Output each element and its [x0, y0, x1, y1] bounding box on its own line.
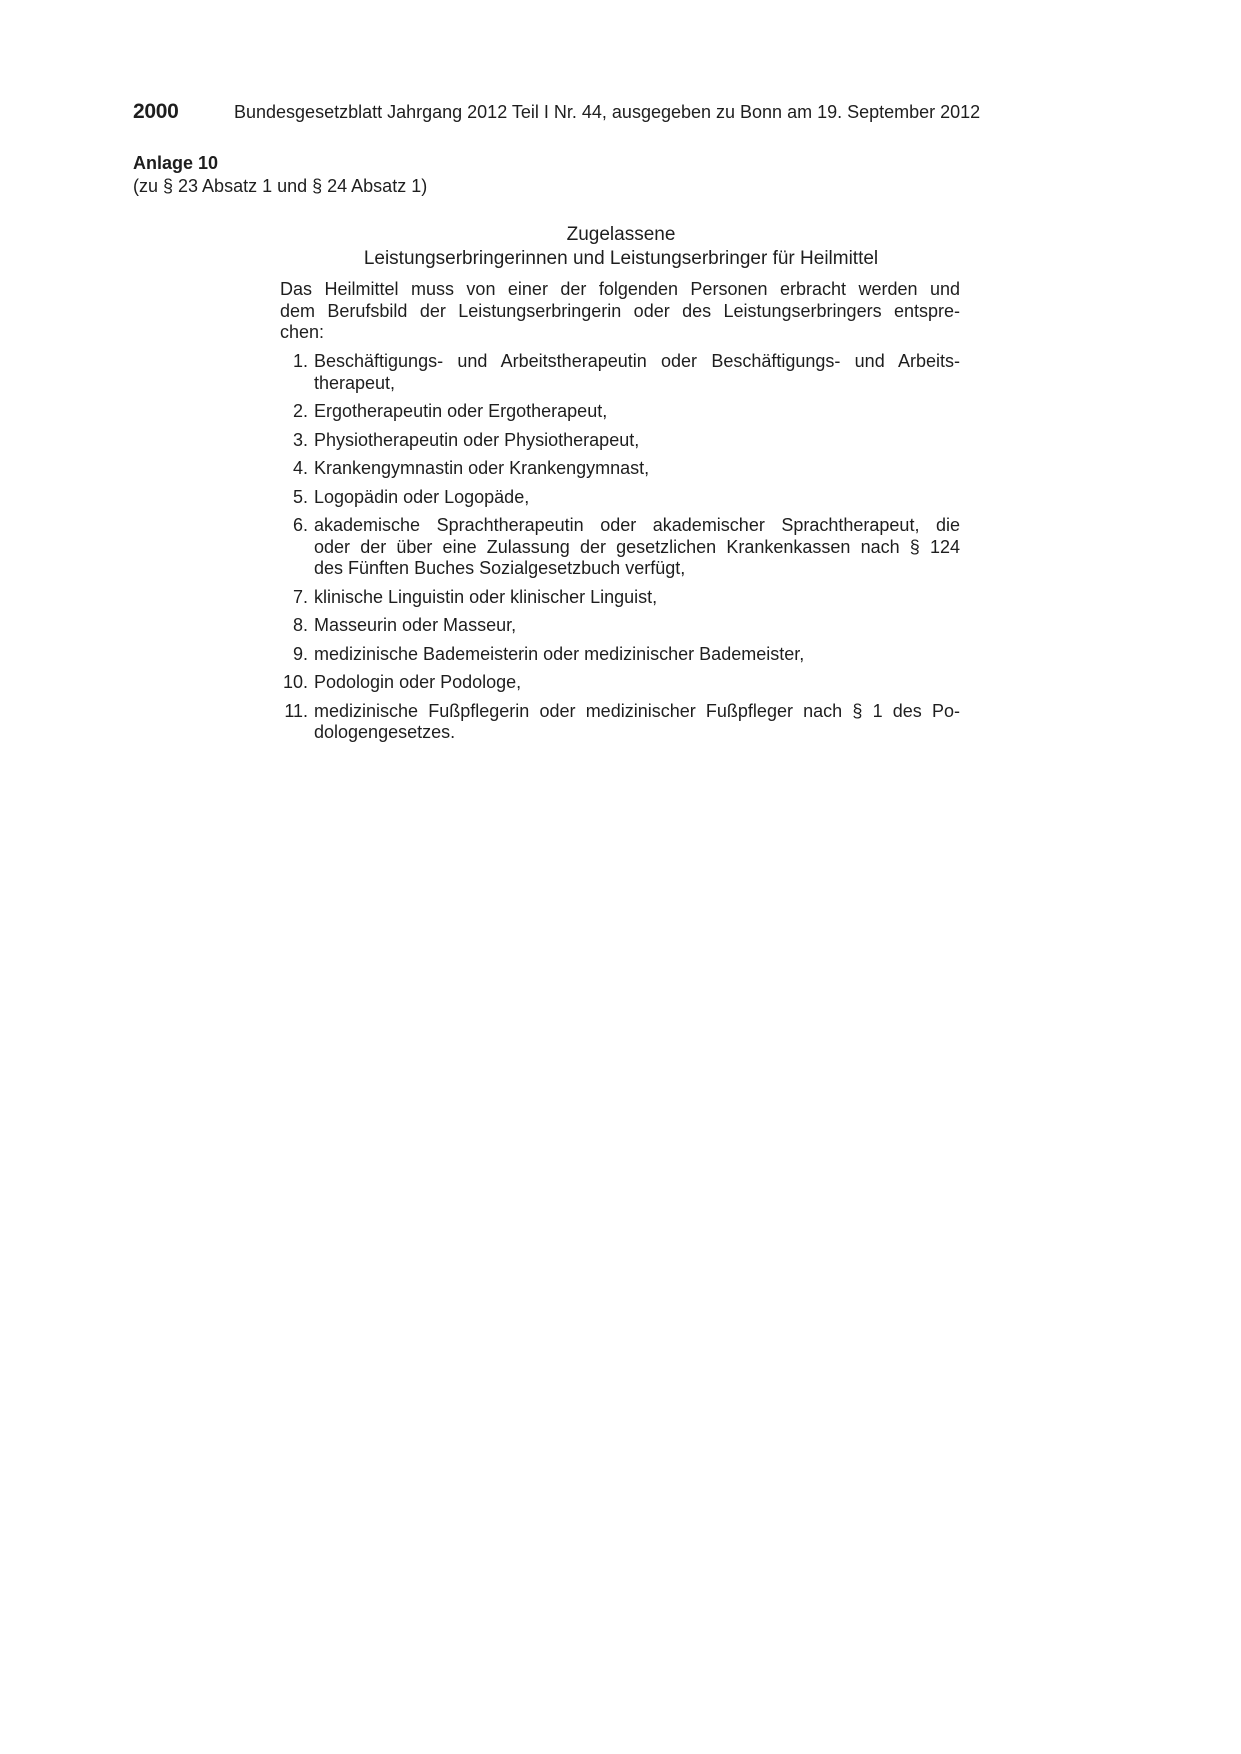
item-number: 10. — [282, 672, 308, 692]
item-number: 4. — [292, 458, 308, 478]
item-number: 6. — [292, 515, 308, 535]
item-number: 3. — [292, 429, 308, 450]
section-heading-line-2: Leistungserbringerinnen und Leistungserbringer für Heilmittel — [363, 248, 879, 269]
list-item — [280, 672, 960, 694]
item-text: medizinische Fußpflegerin oder medizinischer Fußpfleger nach § 1 des Po- — [314, 700, 960, 721]
item-text: Logopädin oder Logopäde, — [314, 486, 530, 507]
list-item — [280, 515, 960, 580]
intro-paragraph — [280, 279, 960, 344]
page-number: 2000 — [133, 100, 179, 123]
item-text: therapeut, — [314, 372, 396, 393]
list-item — [280, 430, 960, 452]
list-item — [280, 401, 960, 423]
item-number: 9. — [292, 643, 308, 664]
annex-reference: (zu § 23 Absatz 1 und § 24 Absatz 1) — [133, 176, 428, 196]
item-number: 5. — [292, 486, 308, 507]
item-text: Masseurin oder Masseur, — [314, 615, 517, 635]
item-number: 1. — [292, 351, 308, 371]
intro-line: dem Berufsbild der Leistungserbringerin oder des Leistungserbringers entspre- — [280, 300, 960, 321]
item-text: Krankengymnastin oder Krankengymnast, — [314, 458, 650, 478]
list-item — [280, 487, 960, 509]
item-number: 7. — [292, 586, 308, 607]
list-item — [280, 351, 960, 394]
item-number: 11. — [284, 700, 308, 721]
section-heading-line-1: Zugelassene — [566, 224, 676, 245]
item-text: oder der über eine Zulassung der gesetzlichen Krankenkassen nach § 124 — [314, 536, 960, 557]
annex-title: Anlage 10 — [133, 153, 219, 173]
item-text: klinische Linguistin oder klinischer Linguist, — [314, 586, 658, 607]
item-text: des Fünften Buches Sozialgesetzbuch verfügt, — [314, 558, 686, 578]
running-header: Bundesgesetzblatt Jahrgang 2012 Teil I Nr. 44, ausgegeben zu Bonn am 19. September 2012 — [234, 102, 981, 122]
item-text: Physiotherapeutin oder Physiotherapeut, — [314, 429, 640, 450]
intro-line: Das Heilmittel muss von einer der folgenden Personen erbracht werden und — [280, 279, 960, 299]
item-text: Beschäftigungs- und Arbeitstherapeutin oder Beschäftigungs- und Arbeits- — [314, 351, 960, 371]
item-number: 8. — [292, 615, 308, 635]
list-item — [280, 701, 960, 744]
item-text: dologengesetzes. — [314, 722, 456, 742]
item-text: Ergotherapeutin oder Ergotherapeut, — [314, 401, 608, 421]
item-text: Podologin oder Podologe, — [314, 672, 522, 692]
list-item — [280, 615, 960, 637]
list-item — [280, 644, 960, 666]
intro-line: chen: — [280, 322, 325, 342]
list-item — [280, 458, 960, 480]
list-item — [280, 587, 960, 609]
item-number: 2. — [292, 401, 308, 421]
practitioner-list — [280, 351, 960, 751]
item-text: akademische Sprachtherapeutin oder akademischer Sprachtherapeut, die — [314, 515, 960, 535]
item-text: medizinische Bademeisterin oder medizinischer Bademeister, — [314, 643, 805, 664]
